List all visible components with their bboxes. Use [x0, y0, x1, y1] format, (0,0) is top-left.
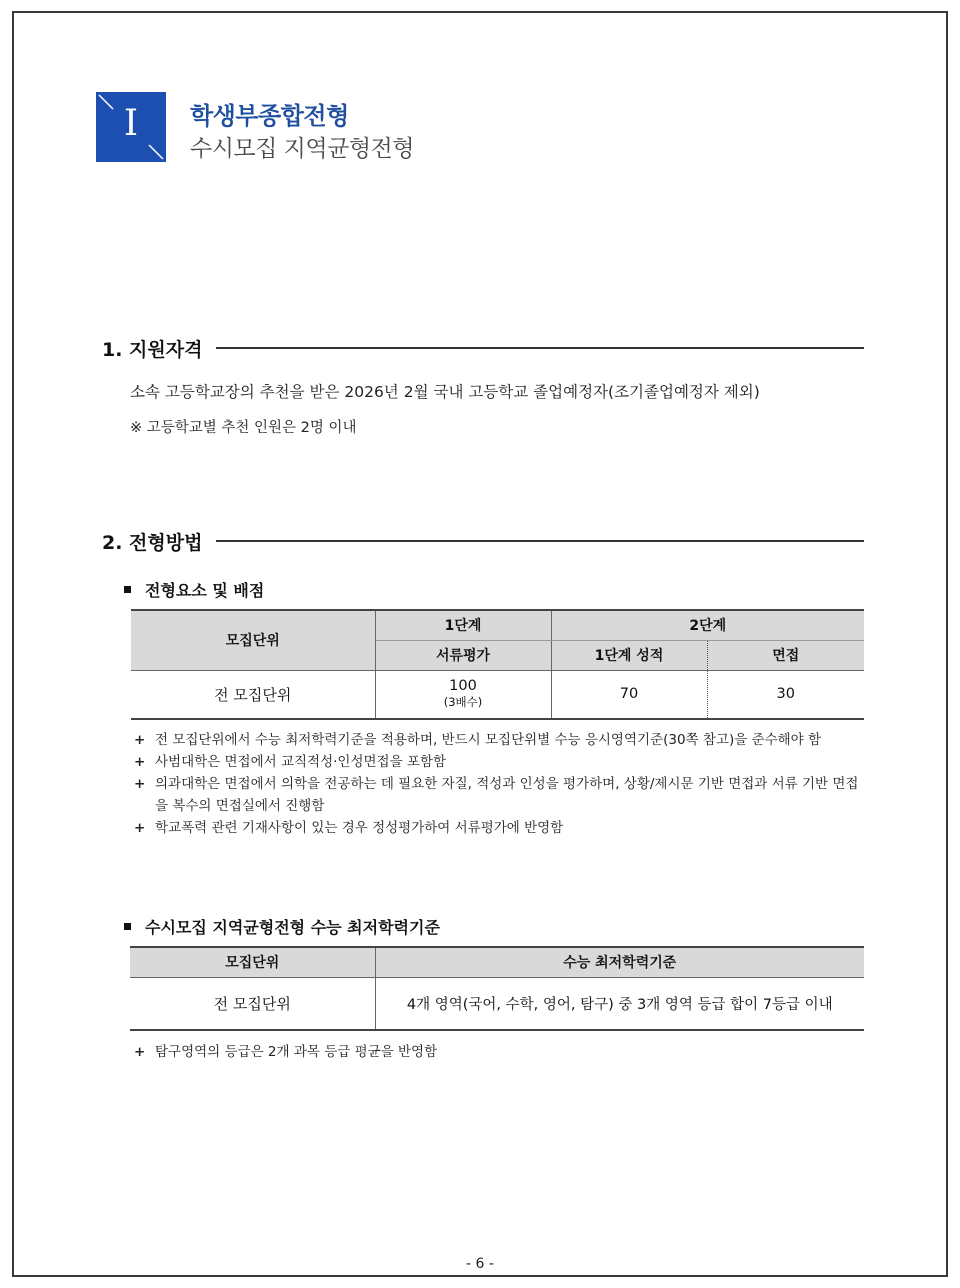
cell-stage1-score: 70	[551, 670, 707, 719]
badge-letter: I	[123, 103, 139, 144]
subheading-minimum	[124, 915, 440, 938]
header-stage2: 2단계	[551, 610, 864, 640]
plus-icon: +	[134, 732, 146, 748]
square-bullet-icon	[124, 923, 131, 930]
notes-list-1	[134, 729, 866, 839]
header-criteria: 수능 최저학력기준	[375, 947, 864, 977]
subheading-label: 수시모집 지역균형전형 수능 최저학력기준	[145, 918, 440, 937]
chapter-badge	[96, 92, 166, 162]
plus-icon: +	[134, 1044, 146, 1060]
header-unit: 모집단위	[131, 610, 375, 670]
cell-criteria: 4개 영역(국어, 수학, 영어, 탐구) 중 3개 영역 등급 합이 7등급 이내	[375, 977, 864, 1030]
note-item: + 사범대학은 면접에서 교직적성·인성면접을 포함함	[134, 751, 866, 773]
cell-unit: 전 모집단위	[131, 670, 375, 719]
plus-icon: +	[134, 754, 146, 770]
minimum-criteria-table	[130, 946, 864, 1031]
note-item: + 학교폭력 관련 기재사항이 있는 경우 정성평가하여 서류평가에 반영함	[134, 817, 866, 839]
page-number: - 6 -	[466, 1256, 494, 1272]
section-rule	[216, 347, 864, 349]
section-label: 1. 지원자격	[102, 338, 203, 361]
note-item: + 전 모집단위에서 수능 최저학력기준을 적용하며, 반드시 모집단위별 수능 응시영역기준(30쪽 참고)을 준수해야 함	[134, 729, 866, 751]
section-heading-eligibility	[102, 335, 864, 361]
subheading-elements	[124, 578, 264, 601]
cell-unit: 전 모집단위	[130, 977, 375, 1030]
page-title: 학생부종합전형	[190, 102, 349, 130]
section-heading-method	[102, 528, 864, 554]
section-rule	[216, 540, 864, 542]
note-item: + 탐구영역의 등급은 2개 과목 등급 평균을 반영함	[134, 1041, 866, 1063]
note-item: + 의과대학은 면접에서 의학을 전공하는 데 필요한 자질, 적성과 인성을 평가하며, 상황/제시문 기반 면접과 서류 기반 면접을 복수의 면접실에서 진행함	[134, 773, 866, 817]
plus-icon: +	[134, 776, 146, 792]
square-bullet-icon	[124, 586, 131, 593]
notes-list-2	[134, 1041, 866, 1063]
header-doc-eval: 서류평가	[375, 640, 551, 670]
cell-doc-eval	[375, 670, 551, 719]
subheading-label: 전형요소 및 배점	[145, 581, 265, 600]
header-interview: 면접	[707, 640, 864, 670]
score-table	[131, 609, 864, 720]
cell-interview: 30	[707, 670, 864, 719]
page-subtitle: 수시모집 지역균형전형	[190, 136, 414, 162]
doc-eval-note: (3배수)	[443, 695, 483, 710]
doc-eval-value: 100	[449, 678, 477, 695]
header-stage1-score: 1단계 성적	[551, 640, 707, 670]
section-label: 2. 전형방법	[102, 531, 203, 554]
header-stage1: 1단계	[375, 610, 551, 640]
plus-icon: +	[134, 820, 146, 836]
eligibility-note: ※ 고등학교별 추천 인원은 2명 이내	[130, 420, 357, 436]
header-unit: 모집단위	[130, 947, 375, 977]
eligibility-text: 소속 고등학교장의 추천을 받은 2026년 2월 국내 고등학교 졸업예정자(조기졸업예정자 제외)	[130, 383, 760, 401]
